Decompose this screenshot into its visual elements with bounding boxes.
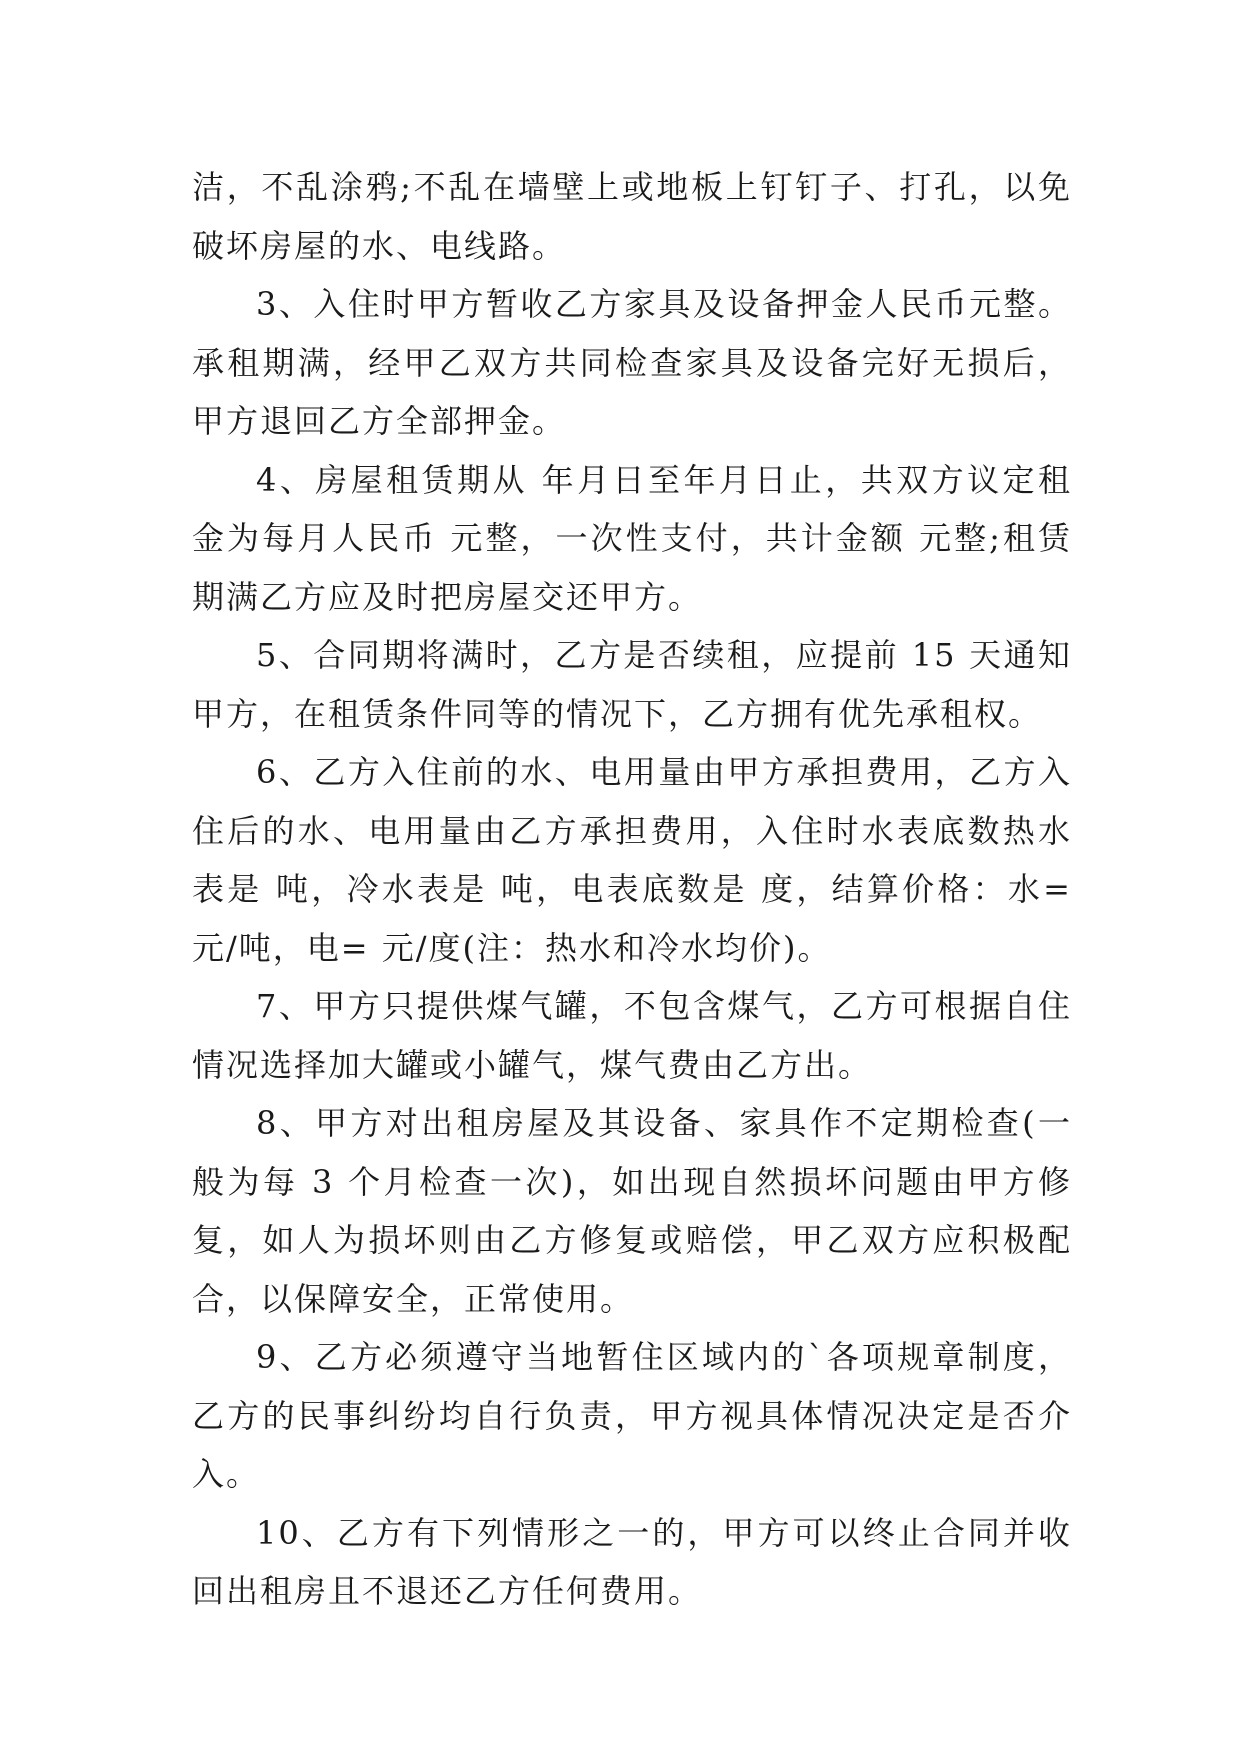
paragraph-clause-3: 3、入住时甲方暂收乙方家具及设备押金人民币元整。承租期满，经甲乙双方共同检查家具及设备完好无损后，甲方退回乙方全部押金。 — [192, 285, 1072, 440]
paragraph-clause-4: 4、房屋租赁期从 年月日至年月日止，共双方议定租金为每月人民币 元整，一次性支付，共计金额 元整;租赁期满乙方应及时把房屋交还甲方。 — [192, 460, 1072, 616]
paragraph-clause-5: 5、合同期将满时，乙方是否续租，应提前 15 天通知甲方，在租赁条件同等的情况下，乙方拥有优先承租权。 — [192, 636, 1072, 733]
paragraph-clause-9: 9、乙方必须遵守当地暂住区域内的`各项规章制度，乙方的民事纠纷均自行负责，甲方视具体情况决定是否介入。 — [192, 1338, 1072, 1493]
document-body — [192, 158, 1072, 1621]
paragraph-clause-6: 6、乙方入住前的水、电用量由甲方承担费用，乙方入住后的水、电用量由乙方承担费用，入住时水表底数热水表是 吨，冷水表是 吨，电表底数是 度，结算价格：水= 元/吨，电= 元/度(注：热水和冷水均价)。 — [192, 753, 1072, 967]
paragraph-clause-8: 8、甲方对出租房屋及其设备、家具作不定期检查(一般为每 3 个月检查一次)，如出现自然损坏问题由甲方修复，如人为损坏则由乙方修复或赔偿，甲乙双方应积极配合，以保障安全，正常使用。 — [192, 1104, 1072, 1318]
paragraph-clause-7: 7、甲方只提供煤气罐，不包含煤气，乙方可根据自住情况选择加大罐或小罐气，煤气费由乙方出。 — [192, 987, 1072, 1084]
paragraph-continuation: 洁，不乱涂鸦;不乱在墙壁上或地板上钉钉子、打孔，以免破坏房屋的水、电线路。 — [192, 168, 1072, 265]
paragraph-clause-10: 10、乙方有下列情形之一的，甲方可以终止合同并收回出租房且不退还乙方任何费用。 — [192, 1513, 1072, 1610]
